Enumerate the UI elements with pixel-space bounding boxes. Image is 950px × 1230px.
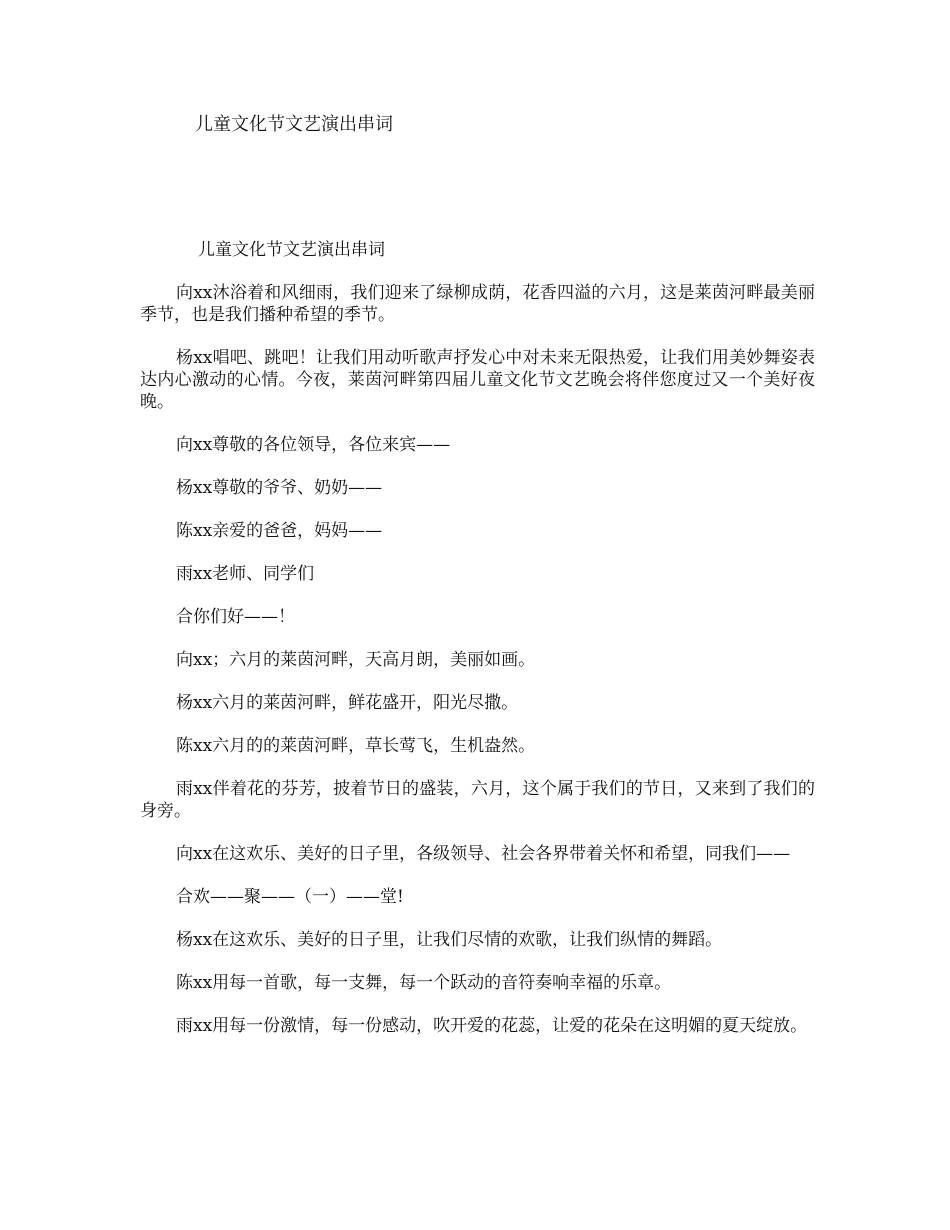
- paragraph: 向xx；六月的莱茵河畔，天高月朗，美丽如画。: [176, 650, 536, 670]
- paragraph: 杨xx尊敬的爷爷、奶奶——: [176, 478, 383, 498]
- paragraph: 雨xx老师、同学们: [176, 564, 315, 584]
- paragraph: 合你们好——！: [176, 607, 295, 627]
- document-subtitle: 儿童文化节文艺演出串词: [198, 240, 385, 260]
- paragraph: 杨xx唱吧、跳吧！让我们用动听歌声抒发心中对未来无限热爱，让我们用美妙舞姿表达内心激动的心情。今夜，莱茵河畔第四届儿童文化节文艺晚会将伴您度过又一个美好夜晚。: [140, 348, 815, 412]
- paragraph: 杨xx六月的莱茵河畔，鲜花盛开，阳光尽撒。: [176, 693, 519, 713]
- paragraph: 向xx在这欢乐、美好的日子里，各级领导、社会各界带着关怀和希望，同我们——: [176, 844, 791, 864]
- paragraph: 合欢——聚——（一）——堂!: [176, 887, 404, 907]
- paragraph: 杨xx在这欢乐、美好的日子里，让我们尽情的欢歌，让我们纵情的舞蹈。: [176, 930, 723, 950]
- paragraph: 陈xx用每一首歌，每一支舞，每一个跃动的音符奏响幸福的乐章。: [176, 973, 672, 993]
- paragraph: 陈xx六月的的莱茵河畔，草长莺飞，生机盎然。: [176, 736, 536, 756]
- document-title: 儿童文化节文艺演出串词: [195, 114, 393, 135]
- paragraph: 向xx沐浴着和风细雨，我们迎来了绿柳成荫，花香四溢的六月，这是莱茵河畔最美丽季节，也是我们播种希望的季节。: [140, 283, 815, 325]
- paragraph: 雨xx用每一份激情，每一份感动，吹开爱的花蕊，让爱的花朵在这明媚的夏天绽放。: [176, 1016, 808, 1036]
- document-body: [140, 239, 815, 1058]
- paragraph: 陈xx亲爱的爸爸，妈妈——: [176, 521, 383, 541]
- paragraph: 向xx尊敬的各位领导，各位来宾——: [176, 435, 451, 455]
- paragraph: 雨xx伴着花的芬芳，披着节日的盛装，六月，这个属于我们的节日，又来到了我们的身旁。: [140, 779, 815, 821]
